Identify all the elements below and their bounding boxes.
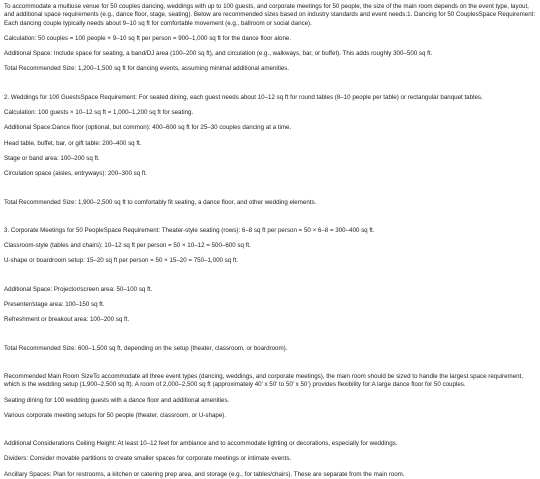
section-spacer: [4, 427, 536, 440]
wedding-calculation: Calculation: 100 guests × 10–12 sq ft = 1,000–1,200 sq ft for seating.: [4, 109, 194, 117]
recommended-size-paragraph: Recommended Main Room SizeTo accommodate all three event types (dancing, weddings, and corporate meetings), the main room should be sized to handle the largest space requirement, which is the wedding setup (1,900–2,500 sq ft). A room of 2,000–2,500 sq ft (approximately 40’ x 50’ to 50’ x 50’) provides flexibility for:A large dance floor for 50 couples.: [4, 372, 523, 389]
considerations-ancillary: Ancillary Spaces: Plan for restrooms, a kitchen or catering prep area, and storage (e.g., for tables/chairs). These are separate from the main room.: [4, 470, 405, 478]
section-spacer: [4, 186, 536, 199]
section-spacer: [4, 273, 536, 286]
wedding-circulation: Circulation space (aisles, entryways): 200–300 sq ft.: [4, 170, 148, 178]
considerations-dividers: Dividers: Consider movable partitions to create smaller spaces for corporate meetings or intimate events.: [4, 455, 292, 463]
corporate-total: Total Recommended Size: 600–1,500 sq ft, depending on the setup (theater, classroom, or boardroom).: [4, 344, 288, 352]
dancing-calculation: Calculation: 50 couples = 100 people × 9–10 sq ft per person = 900–1,000 sq ft for the dance floor alone.: [4, 34, 292, 42]
section-spacer: [4, 360, 536, 373]
wedding-heading-paragraph: 2. Weddings for 100 GuestsSpace Requirement: For seated dining, each guest needs about 10–12 sq ft for round tables (8–10 people per table) or rectangular banquet tables.: [4, 93, 483, 101]
section-spacer: [4, 81, 536, 94]
corporate-presenter: Presenter/stage area: 100–150 sq ft.: [4, 301, 105, 309]
wedding-stage: Stage or band area: 100–200 sq ft.: [4, 154, 100, 162]
dancing-total: Total Recommended Size: 1,200–1,500 sq ft for dancing events, assuming minimal additional amenities.: [4, 65, 290, 73]
section-spacer: [4, 214, 536, 227]
corporate-projector: Additional Space: Projector/screen area: 50–100 sq ft.: [4, 285, 153, 293]
recommended-wedding-seating: Seating dining for 100 wedding guests with a dance floor and additional amenities.: [4, 396, 230, 404]
corporate-refreshment: Refreshment or breakout area: 100–200 sq ft.: [4, 316, 130, 324]
recommended-corporate-setups: Various corporate meeting setups for 50 people (theater, classroom, or U-shape).: [4, 411, 227, 419]
dancing-additional-space: Additional Space: Include space for seating, a band/DJ area (100–200 sq ft), and circulation (e.g., walkways, bar, or buffet). This adds roughly 300–500 sq ft.: [4, 50, 433, 58]
corporate-classroom: Classroom-style (tables and chairs): 10–12 sq ft per person = 50 × 10–12 = 500–600 sq ft.: [4, 242, 251, 250]
corporate-u-shape: U-shape or boardroom setup: 15–20 sq ft per person = 50 × 15–20 = 750–1,000 sq ft.: [4, 257, 239, 265]
wedding-additional-space: Additional Space:Dance floor (optional, but common): 400–600 sq ft for 25–30 couples dancing at a time.: [4, 124, 292, 132]
considerations-ceiling: Additional Considerations Ceiling Height: At least 10–12 feet for ambiance and to accommodate lighting or decorations, especially for weddings.: [4, 440, 398, 448]
wedding-head-table: Head table, buffet, bar, or gift table: 200–400 sq ft.: [4, 139, 142, 147]
section-spacer: [4, 332, 536, 345]
corporate-heading-paragraph: 3. Corporate Meetings for 50 PeopleSpace Requirement: Theater-style seating (rows): 6–8 sq ft per person = 50 × 6–8 = 300–400 sq ft.: [4, 226, 375, 234]
wedding-total: Total Recommended Size: 1,900–2,500 sq ft to comfortably fit seating, a dance floor, and other wedding elements.: [4, 198, 317, 206]
intro-paragraph: To accommodate a multiuse venue for 50 couples dancing, weddings with up to 100 guests, and corporate meetings for 50 people, the size of the main room depends on the event type, layout, and additional space requirements (e.g., dance floor, stage, seating). Below are recommended sizes based on industry standards and event needs:1. Dancing for 50 CouplesSpace Requirement: Each dancing couple typically needs about 9–10 sq ft for comfortable movement (e.g., ballroom or social dance).: [4, 3, 536, 27]
